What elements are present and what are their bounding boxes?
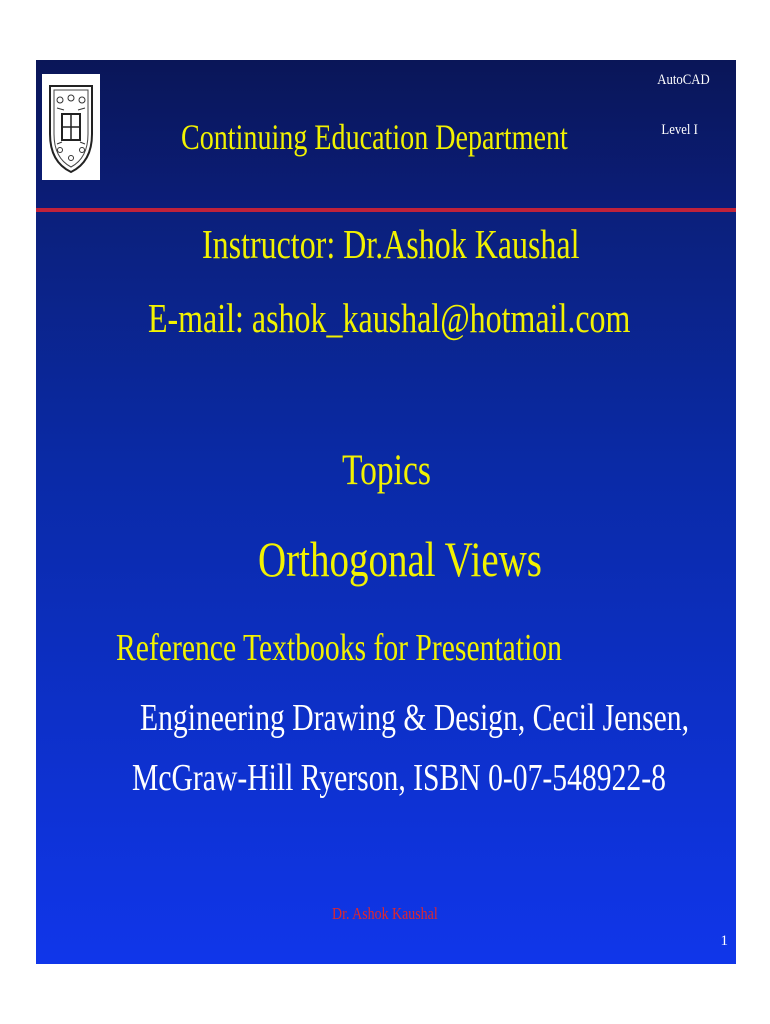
app-label: AutoCAD [657, 72, 710, 88]
instructor-line: Instructor: Dr.Ashok Kaushal [202, 221, 580, 267]
header-divider [36, 208, 736, 212]
reference-heading: Reference Textbooks for Presentation [116, 627, 562, 669]
footer-author: Dr. Ashok Kaushal [332, 904, 438, 923]
page-number: 1 [720, 933, 728, 949]
department-title: Continuing Education Department [181, 117, 568, 157]
email-line: E-mail: ashok_kaushal@hotmail.com [148, 295, 631, 341]
topics-heading: Topics [342, 447, 431, 494]
university-crest-icon [42, 74, 100, 180]
slide [36, 60, 736, 964]
topic-title: Orthogonal Views [258, 531, 542, 587]
level-label: Level I [661, 122, 698, 138]
reference-line-1: Engineering Drawing & Design, Cecil Jensen, [140, 697, 690, 739]
reference-line-2: McGraw-Hill Ryerson, ISBN 0-07-548922-8 [132, 757, 666, 799]
